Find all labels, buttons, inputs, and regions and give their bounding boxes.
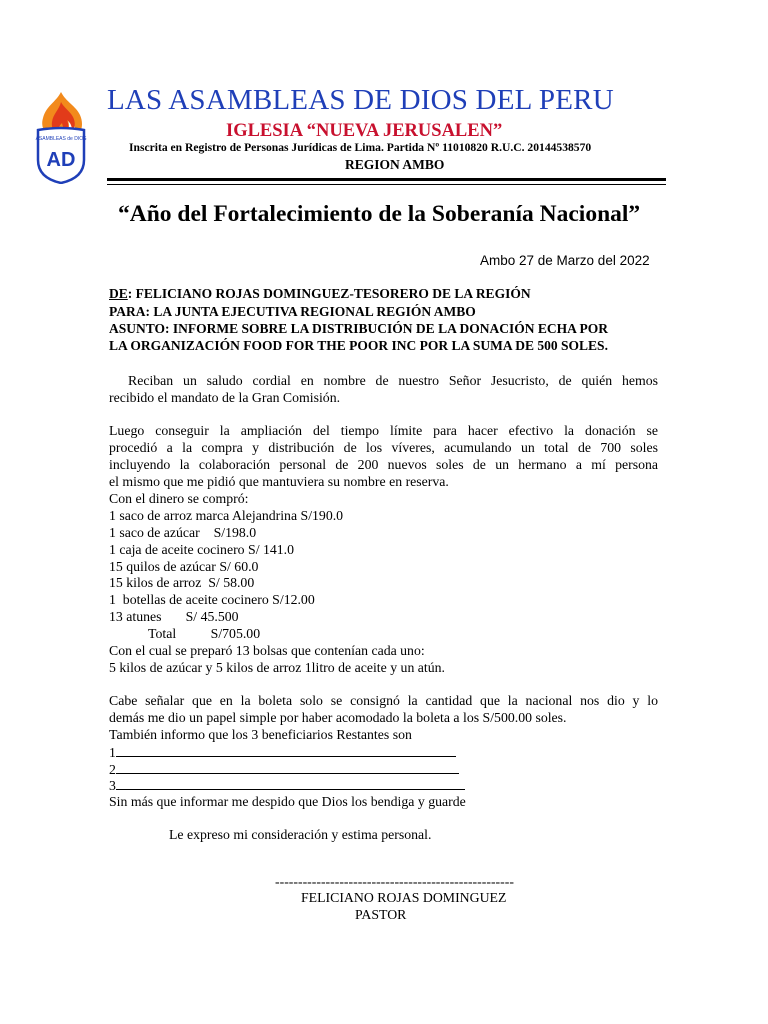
closing-regards: Le expreso mi consideración y estima personal.: [169, 827, 432, 842]
from-line: [109, 286, 531, 302]
signature-title: PASTOR: [355, 907, 407, 922]
paragraph-line: Luego conseguir la ampliación del tiempo límite para hacer efectivo la donación se: [109, 423, 658, 438]
flame-shield-icon: [34, 88, 88, 184]
greeting-line: Reciban un saludo cordial en nombre de nuestro Señor Jesucristo, de quién hemos: [128, 373, 658, 388]
blank-line: [116, 777, 465, 790]
purchase-item: 1 caja de aceite cocinero S/ 141.0: [109, 542, 295, 557]
from-prefix: DE: [109, 286, 128, 301]
purchase-item: 1 botellas de aceite cocinero S/12.00: [109, 592, 315, 607]
region-line: REGION AMBO: [345, 157, 445, 172]
registry-line: Inscrita en Registro de Personas Jurídicas de Lima. Partida Nº 11010820 R.U.C. 20144538570: [129, 141, 592, 154]
date-line: Ambo 27 de Marzo del 2022: [480, 253, 650, 268]
beneficiary-blank: [109, 777, 465, 794]
beneficiary-blank: [109, 744, 456, 761]
header-divider-thin: [107, 184, 666, 185]
subject-line: ASUNTO: INFORME SOBRE LA DISTRIBUCIÓN DE LA DONACIÓN ECHA POR: [109, 321, 608, 336]
signature-name: FELICIANO ROJAS DOMINGUEZ: [301, 890, 507, 905]
purchase-intro: Con el dinero se compró:: [109, 491, 249, 506]
paragraph-line: procedió a la compra y distribución de los víveres, acumulando un total de 700 soles: [109, 440, 658, 455]
logo-monogram: AD: [46, 149, 76, 171]
bags-line: 5 kilos de azúcar y 5 kilos de arroz 1litro de aceite y un atún.: [109, 660, 445, 675]
beneficiary-blank: [109, 761, 459, 778]
year-motto: “Año del Fortalecimiento de la Soberanía Nacional”: [118, 201, 641, 227]
greeting-line: recibido el mandato de la Gran Comisión.: [109, 390, 341, 405]
blank-number: 2: [109, 762, 116, 777]
purchase-item: 15 kilos de arroz S/ 58.00: [109, 575, 255, 590]
blank-line: [116, 744, 456, 757]
purchase-item: 13 atunes S/ 45.500: [109, 609, 239, 624]
paragraph-line: incluyendo la colaboración personal de 200 nuevos soles de un hermano a mí persona: [109, 457, 658, 472]
purchase-total: Total S/705.00: [148, 626, 261, 641]
paragraph-line: el mismo que me pidió que mantuviera su nombre en reserva.: [109, 474, 449, 489]
beneficiaries-intro: También informo que los 3 beneficiarios Restantes son: [109, 727, 412, 742]
church-logo: [34, 88, 88, 184]
blank-number: 3: [109, 778, 116, 793]
logo-caption: ASAMBLEAS de DIOS: [35, 136, 87, 142]
note-line: Cabe señalar que en la boleta solo se consignó la cantidad que la nacional nos dio y lo: [109, 693, 658, 708]
signature-line: ----------------------------------------------------: [275, 874, 514, 889]
from-text: : FELICIANO ROJAS DOMINGUEZ-TESORERO DE LA REGIÓN: [127, 286, 531, 301]
purchase-item: 15 quilos de azúcar S/ 60.0: [109, 559, 259, 574]
note-line: demás me dio un papel simple por haber acomodado la boleta a los S/500.00 soles.: [109, 710, 567, 725]
blank-line: [116, 761, 459, 774]
to-line: PARA: LA JUNTA EJECUTIVA REGIONAL REGIÓN AMBO: [109, 304, 476, 319]
blank-number: 1: [109, 745, 116, 760]
bags-line: Con el cual se preparó 13 bolsas que contenían cada uno:: [109, 643, 425, 658]
purchase-item: 1 saco de azúcar S/198.0: [109, 525, 257, 540]
purchase-item: 1 saco de arroz marca Alejandrina S/190.0: [109, 508, 344, 523]
subject-line-continued: LA ORGANIZACIÓN FOOD FOR THE POOR INC POR LA SUMA DE 500 SOLES.: [109, 338, 608, 353]
closing-line: Sin más que informar me despido que Dios los bendiga y guarde: [109, 794, 466, 809]
organization-name: LAS ASAMBLEAS DE DIOS DEL PERU: [107, 84, 614, 116]
church-name: IGLESIA “NUEVA JERUSALEN”: [226, 121, 503, 141]
header-divider: [107, 178, 666, 181]
